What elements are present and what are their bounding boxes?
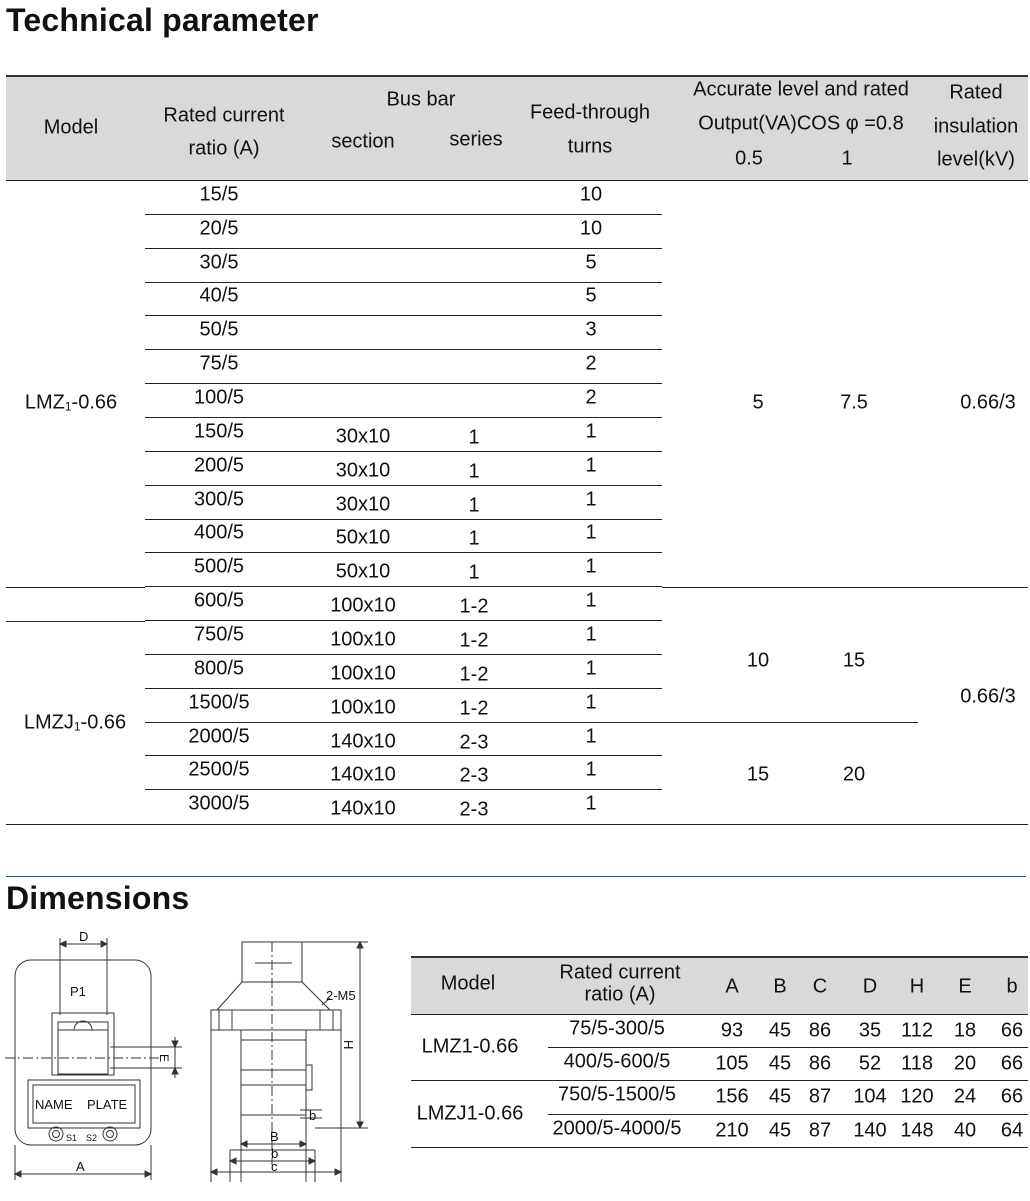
row-rated-ratio: 750/5 (193, 623, 245, 646)
row-bus-section: 100x10 (330, 628, 396, 651)
row-rated-ratio: 3000/5 (188, 792, 250, 815)
dim-row-value: 45 (768, 1085, 792, 1108)
group1-insulation: 0.66/3 (960, 391, 1016, 414)
dim-row-value: 148 (900, 1119, 934, 1142)
row-rated-ratio: 2500/5 (188, 758, 250, 781)
row-feed-turns: 1 (585, 758, 597, 781)
row-rated-ratio: 20/5 (199, 217, 239, 240)
svg-text:b: b (271, 1146, 279, 1161)
row-rated-ratio: 75/5 (199, 352, 239, 375)
row-feed-turns: 1 (585, 657, 597, 680)
row-separator (145, 586, 662, 587)
row-bus-section: 100x10 (330, 696, 396, 719)
row-bus-series: 1 (468, 527, 480, 550)
dim-row-value: 104 (853, 1085, 887, 1108)
header-rated-current-line1: Rated current (163, 104, 285, 127)
header-section: section (331, 130, 395, 153)
row-separator (145, 349, 662, 350)
row-feed-turns: 5 (585, 284, 597, 307)
dim-model-lmzj1: LMZJ1-0.66 (416, 1102, 524, 1125)
header-accuracy-1: 1 (841, 147, 853, 170)
row-separator (145, 552, 662, 553)
dim-row-rule-1 (548, 1047, 1028, 1048)
dim-row-value: 64 (1000, 1119, 1024, 1142)
row-rated-ratio: 400/5 (193, 521, 245, 544)
accuracy-group-separator (662, 587, 1028, 588)
row-bus-series: 1-2 (459, 697, 489, 720)
tech-table-bottom-rule (6, 824, 1028, 825)
row-bus-series: 2-3 (459, 798, 489, 821)
svg-text:b: b (309, 1108, 317, 1123)
dim-header-col: A (725, 975, 739, 998)
header-feed-through-line1: Feed-through (529, 101, 651, 124)
row-separator (145, 214, 662, 215)
row-rated-ratio: 50/5 (199, 318, 239, 341)
dim-header-rated-line1: Rated current (559, 961, 681, 984)
row-feed-turns: 1 (585, 589, 597, 612)
row-feed-turns: 3 (585, 318, 597, 341)
row-feed-turns: 1 (585, 420, 597, 443)
header-insulation-line3: level(kV) (937, 148, 1015, 171)
row-bus-section: 30x10 (335, 493, 391, 516)
row-bus-section: 50x10 (335, 526, 391, 549)
dim-row-value: 93 (720, 1019, 744, 1042)
dim-model-rule (411, 1080, 1028, 1081)
dim-row-value: 45 (768, 1019, 792, 1042)
row-feed-turns: 1 (585, 623, 597, 646)
model-lmz1: LMZ1-0.66 (24, 391, 118, 414)
row-rated-ratio: 15/5 (199, 183, 239, 206)
dim-header-col: b (1006, 975, 1018, 998)
dim-row-value: 45 (768, 1052, 792, 1075)
front-view (5, 938, 182, 1180)
row-rated-ratio: 600/5 (193, 589, 245, 612)
header-insulation-line2: insulation (933, 115, 1019, 138)
row-separator (145, 451, 662, 452)
svg-text:D: D (79, 929, 89, 944)
group3-accuracy-05: 15 (746, 763, 770, 786)
dim-model-lmz1: LMZ1-0.66 (421, 1035, 519, 1058)
row-separator (145, 755, 662, 756)
row-rated-ratio: 150/5 (193, 420, 245, 443)
svg-text:A: A (76, 1159, 85, 1174)
row-separator (145, 654, 662, 655)
row-bus-series: 1-2 (459, 663, 489, 686)
row-feed-turns: 1 (585, 521, 597, 544)
row-separator (145, 485, 662, 486)
dim-row-value: 156 (715, 1085, 749, 1108)
dim-row-ratio: 400/5-600/5 (563, 1050, 671, 1073)
dim-table-bottom-rule (411, 1147, 1028, 1148)
header-accuracy-05: 0.5 (735, 147, 763, 170)
dim-row-value: 18 (953, 1019, 977, 1042)
row-rated-ratio: 800/5 (193, 657, 245, 680)
row-rated-ratio: 2000/5 (188, 725, 250, 748)
row-bus-series: 1-2 (459, 595, 489, 618)
row-separator (145, 722, 662, 723)
row-feed-turns: 1 (585, 691, 597, 714)
row-feed-turns: 5 (585, 251, 597, 274)
row-feed-turns: 1 (585, 725, 597, 748)
dim-row-value: 210 (715, 1119, 749, 1142)
group3-accuracy-1: 20 (842, 763, 866, 786)
group2-accuracy-05: 10 (746, 649, 770, 672)
row-bus-series: 1-2 (459, 629, 489, 652)
dim-row-value: 52 (858, 1052, 882, 1075)
row-bus-series: 1 (468, 460, 480, 483)
row-separator (145, 519, 662, 520)
row-separator (145, 417, 662, 418)
row-feed-turns: 1 (585, 454, 597, 477)
dimension-drawing (0, 925, 400, 1195)
dim-table-header (411, 957, 1028, 1015)
row-rated-ratio: 500/5 (193, 555, 245, 578)
dim-header-col: D (862, 975, 878, 998)
row-bus-section: 140x10 (330, 797, 396, 820)
row-bus-series: 1 (468, 494, 480, 517)
row-separator (145, 789, 662, 790)
row-feed-turns: 1 (585, 792, 597, 815)
dim-header-col: C (812, 975, 828, 998)
row-separator (145, 383, 662, 384)
dim-header-model: Model (440, 972, 496, 995)
svg-text:B: B (270, 1129, 279, 1144)
svg-text:S2: S2 (86, 1133, 98, 1143)
group2-accuracy-1: 15 (842, 649, 866, 672)
section-divider (6, 876, 1026, 877)
row-bus-section: 50x10 (335, 560, 391, 583)
technical-parameter-title: Technical parameter (6, 2, 319, 38)
dim-header-rated-line2: ratio (A) (584, 983, 656, 1006)
row-rated-ratio: 40/5 (199, 284, 239, 307)
row-rated-ratio: 100/5 (193, 386, 245, 409)
row-rated-ratio: 30/5 (199, 251, 239, 274)
header-feed-through-line2: turns (567, 135, 613, 158)
row-bus-section: 30x10 (335, 425, 391, 448)
dim-row-value: 105 (715, 1052, 749, 1075)
dimensions-title: Dimensions (6, 880, 190, 916)
svg-text:NAME: NAME (35, 1097, 73, 1112)
dim-row-value: 24 (953, 1085, 977, 1108)
dim-header-bottom-rule (411, 1014, 1028, 1015)
tech-header-bottom-rule (6, 180, 1028, 181)
dim-header-top-rule (411, 956, 1028, 958)
model-lmzj1: LMZJ1-0.66 (23, 711, 127, 734)
dim-row-value: 66 (1000, 1052, 1024, 1075)
dim-row-value: 118 (901, 1052, 933, 1075)
header-bus-bar: Bus bar (386, 88, 456, 111)
row-separator (145, 688, 662, 689)
group2-insulation: 0.66/3 (960, 685, 1016, 708)
model-group-separator (6, 621, 145, 622)
row-feed-turns: 1 (585, 555, 597, 578)
row-bus-section: 140x10 (330, 763, 396, 786)
header-series: series (449, 128, 503, 151)
dim-row-value: 86 (808, 1019, 832, 1042)
dim-row-rule-3 (548, 1114, 1028, 1115)
dim-row-value: 86 (808, 1052, 832, 1075)
row-bus-section: 100x10 (330, 662, 396, 685)
dim-row-value: 20 (953, 1052, 977, 1075)
row-bus-series: 2-3 (459, 764, 489, 787)
dim-row-value: 40 (953, 1119, 977, 1142)
row-separator (145, 248, 662, 249)
row-separator (145, 315, 662, 316)
row-separator (145, 282, 662, 283)
dim-row-value: 120 (900, 1085, 934, 1108)
side-view (211, 942, 368, 1182)
header-rated-current-line2: ratio (A) (188, 137, 260, 160)
row-feed-turns: 1 (585, 488, 597, 511)
header-accurate-level-line1: Accurate level and rated (693, 78, 909, 101)
row-feed-turns: 10 (579, 183, 603, 206)
dim-row-value: 66 (1000, 1085, 1024, 1108)
header-model: Model (43, 116, 99, 139)
header-accurate-level-line2: Output(VA)COS φ =0.8 (698, 112, 904, 135)
header-insulation-line1: Rated (949, 81, 1003, 104)
dim-header-col: E (958, 975, 972, 998)
row-feed-turns: 10 (579, 217, 603, 240)
group1-accuracy-1: 7.5 (840, 391, 868, 414)
row-bus-section: 30x10 (335, 459, 391, 482)
row-bus-series: 1 (468, 426, 480, 449)
svg-text:P1: P1 (70, 984, 86, 999)
row-rated-ratio: 300/5 (193, 488, 245, 511)
row-feed-turns: 2 (585, 386, 597, 409)
svg-text:2-M5: 2-M5 (326, 988, 356, 1003)
dim-row-value: 87 (808, 1119, 832, 1142)
dim-row-ratio: 2000/5-4000/5 (552, 1117, 682, 1140)
svg-text:PLATE: PLATE (87, 1097, 128, 1112)
dim-row-value: 112 (901, 1019, 933, 1042)
dim-row-value: 45 (768, 1119, 792, 1142)
group1-accuracy-05: 5 (752, 391, 764, 414)
row-bus-section: 100x10 (330, 594, 396, 617)
row-bus-section: 140x10 (330, 730, 396, 753)
tech-header-top-rule (6, 75, 1028, 77)
dim-row-ratio: 750/5-1500/5 (558, 1083, 676, 1106)
row-rated-ratio: 1500/5 (188, 691, 250, 714)
svg-text:c: c (271, 1159, 278, 1174)
row-bus-series: 2-3 (459, 731, 489, 754)
svg-text:E: E (157, 1054, 171, 1063)
row-feed-turns: 2 (585, 352, 597, 375)
accuracy-subgroup-separator (662, 722, 918, 723)
side-view-labels (270, 988, 356, 1174)
model-group-separator-left-gap (6, 587, 145, 588)
row-separator (145, 620, 662, 621)
dim-header-col: B (773, 975, 787, 998)
dim-header-col: H (909, 975, 925, 998)
svg-text:H: H (341, 1040, 356, 1050)
dim-row-ratio: 75/5-300/5 (569, 1017, 665, 1040)
dim-row-value: 35 (858, 1019, 882, 1042)
dim-row-value: 66 (1000, 1019, 1024, 1042)
row-rated-ratio: 200/5 (193, 454, 245, 477)
svg-text:S1: S1 (66, 1133, 78, 1143)
row-bus-series: 1 (468, 561, 480, 584)
dim-row-value: 87 (808, 1085, 832, 1108)
dim-row-value: 140 (853, 1119, 887, 1142)
